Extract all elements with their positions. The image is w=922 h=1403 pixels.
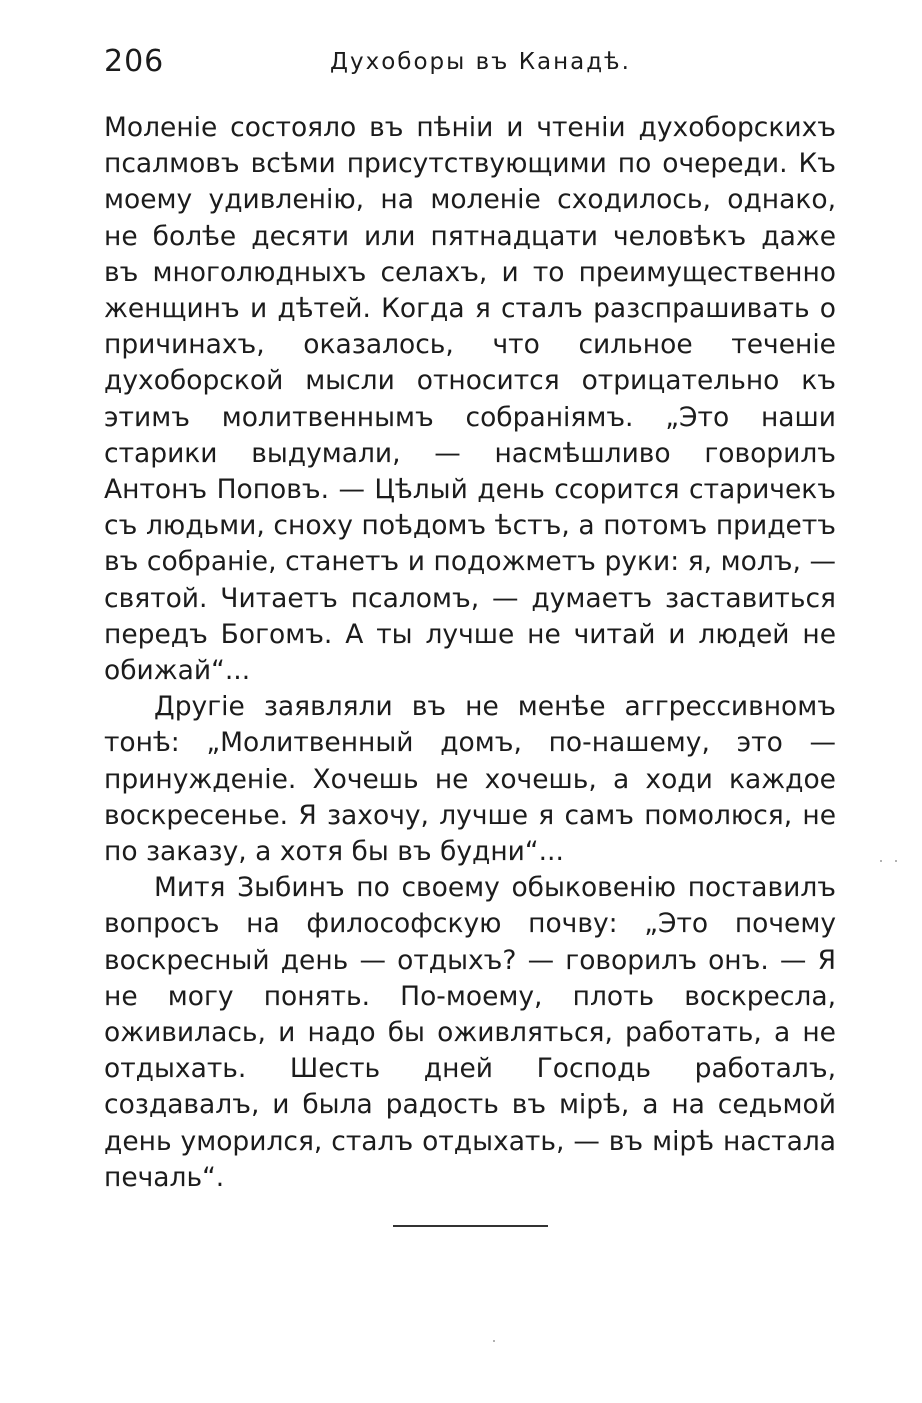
body-text <box>104 110 836 1196</box>
paragraph: Моленіе состояло въ пѣніи и чтеніи духоборскихъ псалмовъ всѣми присутствующими по очереди. Къ моему удивленію, на моленіе сходилось, однако, не болѣе десяти или пятнадцати человѣкъ даже въ многолюдныхъ селахъ, и то преимущественно женщинъ и дѣтей. Когда я сталъ разспрашивать о причинахъ, оказалось, что сильное теченіе духоборской мысли относится отрицательно къ этимъ молитвеннымъ собраніямъ. „Это наши старики выдумали, — насмѣшливо говорилъ Антонъ Поповъ. — Цѣлый день ссорится старичекъ съ людьми, сноху поѣдомъ ѣстъ, а потомъ придетъ въ собраніе, станетъ и подожметъ руки: я, молъ, — святой. Читаетъ псаломъ, — думаетъ заставиться передъ Богомъ. А ты лучше не читай и людей не обижай“... <box>104 112 836 687</box>
print-speck <box>493 1340 495 1342</box>
section-end-rule <box>393 1225 548 1227</box>
running-title: Духоборы въ Канадѣ. <box>330 49 631 75</box>
page-number: 206 <box>104 44 165 79</box>
print-speck <box>880 860 882 862</box>
print-speck <box>895 860 897 862</box>
paragraph: Митя Зыбинъ по своему обыковенію поставилъ вопросъ на философскую почву: „Это почему воскресный день — отдыхъ? — говорилъ онъ. — Я не могу понять. По-моему, плоть воскресла, оживилась, и надо бы оживляться, работать, а не отдыхать. Шесть дней Господь работалъ, создавалъ, и была радость въ мірѣ, а на седьмой день уморился, сталъ отдыхать, — въ мірѣ настала печаль“. <box>104 872 836 1193</box>
paragraph: Другіе заявляли въ не менѣе аггрессивномъ тонѣ: „Молитвенный домъ, по-нашему, это — принужденіе. Хочешь не хочешь, а ходи каждое воскресенье. Я захочу, лучше я самъ помолюся, не по заказу, а хотя бы въ будни“... <box>104 691 836 868</box>
